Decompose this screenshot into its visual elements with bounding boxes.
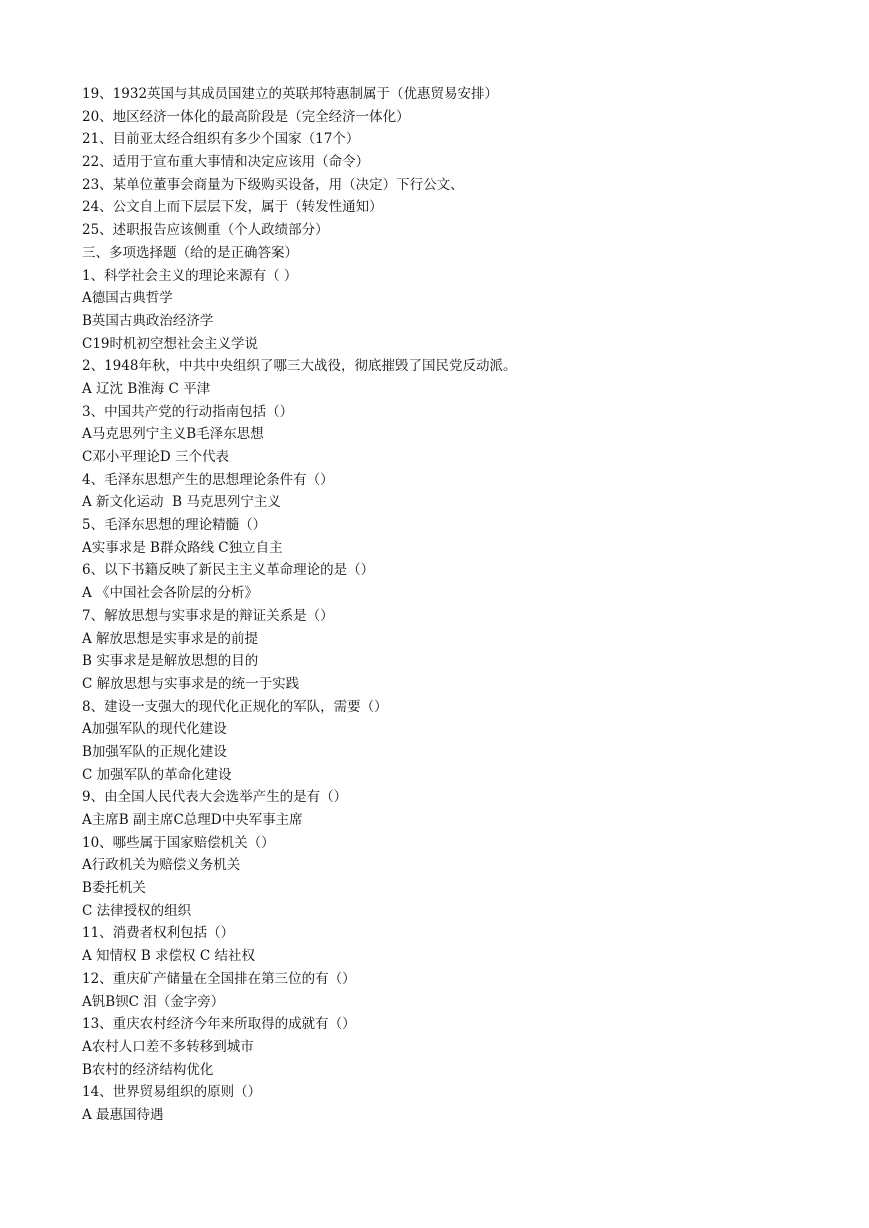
question-14: 14、世界贸易组织的原则（）	[82, 1084, 262, 1101]
answer-line: A 辽沈 B淮海 C 平津	[82, 380, 211, 397]
question-8: 8、建设一支强大的现代化正规化的军队，需要（）	[82, 698, 388, 715]
answer-line: A 最惠国待遇	[82, 1106, 164, 1123]
answer-line: B委托机关	[82, 880, 146, 897]
section-heading: 三、多项选择题（给的是正确答案）	[82, 244, 298, 261]
question-2: 2、1948年秋，中共中央组织了哪三大战役，彻底摧毁了国民党反动派。	[82, 358, 517, 375]
question-7: 7、解放思想与实事求是的辩证关系是（）	[82, 607, 334, 624]
answer-line: A马克思列宁主义B毛泽东思想	[82, 426, 264, 443]
question-13: 13、重庆农村经济今年来所取得的成就有（）	[82, 1016, 356, 1033]
text-line-24: 24、公文自上而下层层下发，属于（转发性通知）	[82, 199, 383, 216]
question-3: 3、中国共产党的行动指南包括（）	[82, 403, 294, 420]
document-body	[82, 83, 822, 1127]
answer-line: A 知情权 B 求偿权 C 结社权	[82, 948, 255, 965]
answer-line: A 新文化运动 B 马克思列宁主义	[82, 494, 281, 511]
answer-line: A 《中国社会各阶层的分析》	[82, 585, 259, 602]
answer-line: A加强军队的现代化建设	[82, 721, 227, 738]
text-line-25: 25、述职报告应该侧重（个人政绩部分）	[82, 222, 329, 239]
question-10: 10、哪些属于国家赔偿机关（）	[82, 834, 275, 851]
text-line-19: 19、1932英国与其成员国建立的英联邦特惠制属于（优惠贸易安排）	[82, 86, 499, 102]
answer-line: C 解放思想与实事求是的统一于实践	[82, 675, 300, 692]
answer-line: A实事求是 B群众路线 C独立自主	[82, 539, 283, 556]
text-line-21: 21、目前亚太经合组织有多少个国家（17个）	[82, 131, 360, 148]
answer-line: A主席B 副主席C总理D中央军事主席	[82, 812, 303, 828]
answer-line: A钒B钡C 泪（金字旁）	[82, 993, 225, 1010]
answer-line: B英国古典政治经济学	[82, 312, 214, 329]
answer-line: B农村的经济结构优化	[82, 1061, 214, 1078]
question-11: 11、消费者权利包括（）	[82, 925, 235, 942]
answer-line: A农村人口差不多转移到城市	[82, 1038, 254, 1055]
answer-line: A德国古典哲学	[82, 290, 173, 307]
answer-line: C邓小平理论D 三个代表	[82, 449, 229, 465]
answer-line: C 加强军队的革命化建设	[82, 766, 232, 783]
text-line-23: 23、某单位董事会商量为下级购买设备，用（决定）下行公文、	[82, 176, 464, 193]
text-line-22: 22、适用于宣布重大事情和决定应该用（命令）	[82, 154, 370, 171]
answer-line: B 实事求是是解放思想的目的	[82, 653, 259, 670]
question-4: 4、毛泽东思想产生的思想理论条件有（）	[82, 471, 334, 488]
answer-line: B加强军队的正规化建设	[82, 743, 227, 760]
question-5: 5、毛泽东思想的理论精髓（）	[82, 517, 267, 534]
answer-line: A 解放思想是实事求是的前提	[82, 630, 259, 647]
question-1: 1、科学社会主义的理论来源有（ ）	[82, 267, 298, 284]
answer-line: C 法律授权的组织	[82, 902, 192, 919]
text-line-20: 20、地区经济一体化的最高阶段是（完全经济一体化）	[82, 108, 410, 125]
question-12: 12、重庆矿产储量在全国排在第三位的有（）	[82, 970, 356, 987]
question-6: 6、以下书籍反映了新民主主义革命理论的是（）	[82, 562, 375, 579]
answer-line: C19时机初空想社会主义学说	[82, 335, 259, 352]
question-9: 9、由全国人民代表大会选举产生的是有（）	[82, 789, 348, 806]
answer-line: A行政机关为赔偿义务机关	[82, 857, 241, 874]
